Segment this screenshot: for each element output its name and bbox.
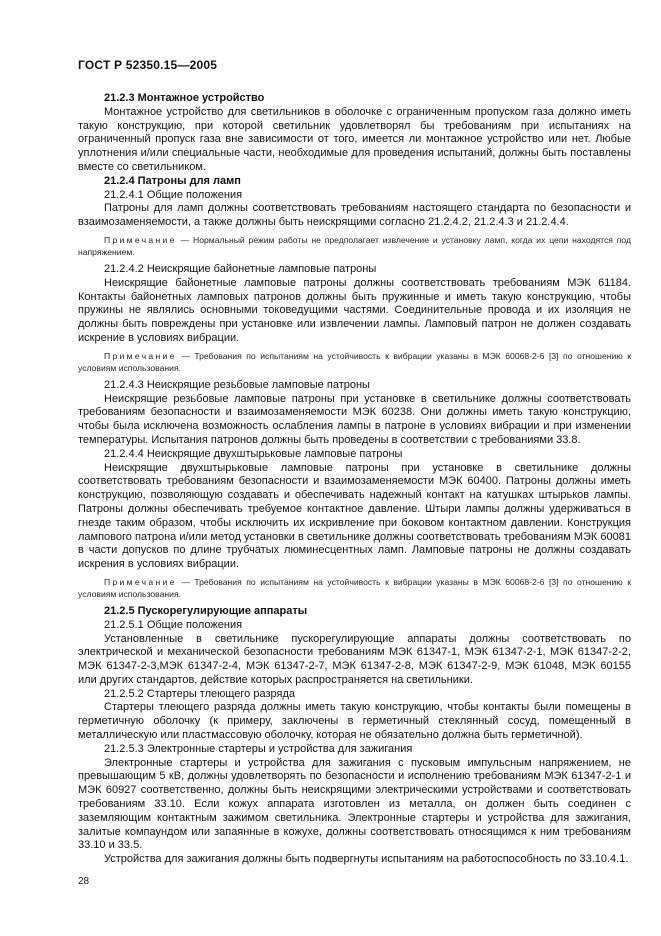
body-paragraph: Неискрящие байонетные ламповые патроны должны соответствовать требованиям МЭК 61184. Контакты байонетных ламповых патронов должны быть пружинные и иметь такую конструкцию, чтобы пружины не являлись основными токоведущими частями. Соединительные провода и их изоляция не должны быть повреждены при установке или извлечении лампы. Ламповый патрон не должен создавать искрение в условиях вибрации. <box>78 276 631 344</box>
section-heading: 21.2.4.1 Общие положения <box>104 188 243 201</box>
note-label: Примечание <box>104 350 177 361</box>
note-text: — Нормальный режим работы не предполагает извлечение и установку ламп, когда их цепи находятся под напряжением. <box>78 234 631 257</box>
section-heading: 21.2.4 Патроны для ламп <box>104 174 241 187</box>
body-paragraph: Электронные стартеры и устройства для зажигания с пусковым импульсным напряжением, не превышающим 5 кВ, должны удовлетворять по безопасности и исполнению требованиям МЭК 61347-2-1 и МЭК 60927 соответственно, должны быть неискрящими электрическими устройствами и соответствовать требованиям 33.10. Если кожух аппарата изготовлен из металла, он должен быть соединен с заземляющим контактным зажимом светильника. Электронные стартеры и устройства для зажигания, залитые компаундом или запаянные в кожухе, должны соответствовать относящимся к ним требованиям 33.10 и 33.5. <box>78 756 631 852</box>
note-text: — Требования по испытаниям на устойчивость к вибрации указаны в МЭК 60068-2-6 [3] по отношению к условиям использования. <box>78 350 631 373</box>
note-label: Примечание <box>104 234 177 245</box>
body-paragraph: Неискрящие резьбовые ламповые патроны при установке в светильнике должны соответствовать требованиям безопасности и взаимозаменяемости МЭК 60238. Они должны иметь такую конструкцию, чтобы была исключена возможность ослабления лампы в патроне в условиях вибрации и при изменении температуры. Испытания патронов должны быть проведены в соответствии с требованиями 33.8. <box>78 392 631 446</box>
section-heading: 21.2.5 Пускорегулирующие аппараты <box>104 604 308 617</box>
section-heading: 21.2.4.2 Неискрящие байонетные ламповые патроны <box>104 262 377 275</box>
section-heading: 21.2.5.3 Электронные стартеры и устройства для зажигания <box>104 742 413 755</box>
section-heading: 21.2.5.2 Стартеры тлеющего разряда <box>104 687 295 700</box>
section-heading: 21.2.4.4 Неискрящие двухштырьковые ламповые патроны <box>104 447 403 460</box>
note-paragraph <box>78 576 631 600</box>
note-paragraph <box>78 350 631 374</box>
section-heading: 21.2.3 Монтажное устройство <box>104 92 265 104</box>
note-text: — Требования по испытаниям на устойчивость к вибрации указаны в МЭК 60068-2-6 [3] по отношению к условиям использования. <box>78 576 631 599</box>
section-heading: 21.2.5.1 Общие положения <box>104 618 243 631</box>
document-body <box>78 92 631 867</box>
note-label: Примечание <box>104 576 177 587</box>
body-paragraph: Монтажное устройство для светильников в оболочке с ограниченным пропуском газа должно иметь такую конструкцию, при которой светильник удовлетворял бы требованиям при испытаниях на ограниченный пропуск газа вне зависимости от того, имеется ли монтажное устройство или нет. Любые уплотнения и/или специальные части, необходимые для проведения испытаний, должны быть поставлены вместе со светильником. <box>78 105 631 173</box>
section-heading: 21.2.4.3 Неискрящие резьбовые ламповые патроны <box>104 378 370 391</box>
body-paragraph: Патроны для ламп должны соответствовать требованиям настоящего стандарта по безопасности и взаимозаменяемости, а также должны быть неискрящими согласно 21.2.4.2, 21.2.4.3 и 21.2.4.4. <box>78 202 631 229</box>
page-number: 28 <box>78 876 90 887</box>
note-paragraph <box>78 234 631 258</box>
body-paragraph: Установленные в светильнике пускорегулирующие аппараты должны соответствовать по электрической и механической безопасности требованиям МЭК 61347-1, МЭК 61347-2-1, МЭК 61347-2-2, МЭК 61347-2-3,МЭК 61347-2-4, МЭК 61347-2-7, МЭК 61347-2-8, МЭК 61347-2-9, МЭК 61048, МЭК 60155 или других стандартов, действие которых распространяется на светильники. <box>78 632 631 686</box>
body-paragraph: Устройства для зажигания должны быть подвергнуты испытаниям на работоспособность по 33.10.4.1. <box>104 853 629 866</box>
body-paragraph: Неискрящие двухштырьковые ламповые патроны при установке в светильнике должны соответствовать требованиям безопасности и взаимозаменяемости МЭК 60400. Патроны должны иметь конструкцию, позволяющую создавать и обеспечивать надежный контакт на катушках штырьков лампы. Патроны должны обеспечивать требуемое контактное давление. Штыри лампы должны удерживаться в гнезде таким образом, чтобы исключить их искривление при боковом контактном давлении. Конструкция лампового патрона и/или метод установки в светильнике должны соответствовать требованиям МЭК 60081 в части допусков по длине трубчатых люминесцентных ламп. Ламповые патроны не должны создавать искрения в условиях вибрации. <box>78 461 631 571</box>
document-header: ГОСТ Р 52350.15—2005 <box>78 58 218 72</box>
body-paragraph: Стартеры тлеющего разряда должны иметь такую конструкцию, чтобы контакты были помещены в герметичную оболочку (к примеру, заключены в герметичный стеклянный сосуд, помещенный в металлическую или пластмассовую оболочку, которая не обязательно должна быть герметичной). <box>78 701 631 742</box>
